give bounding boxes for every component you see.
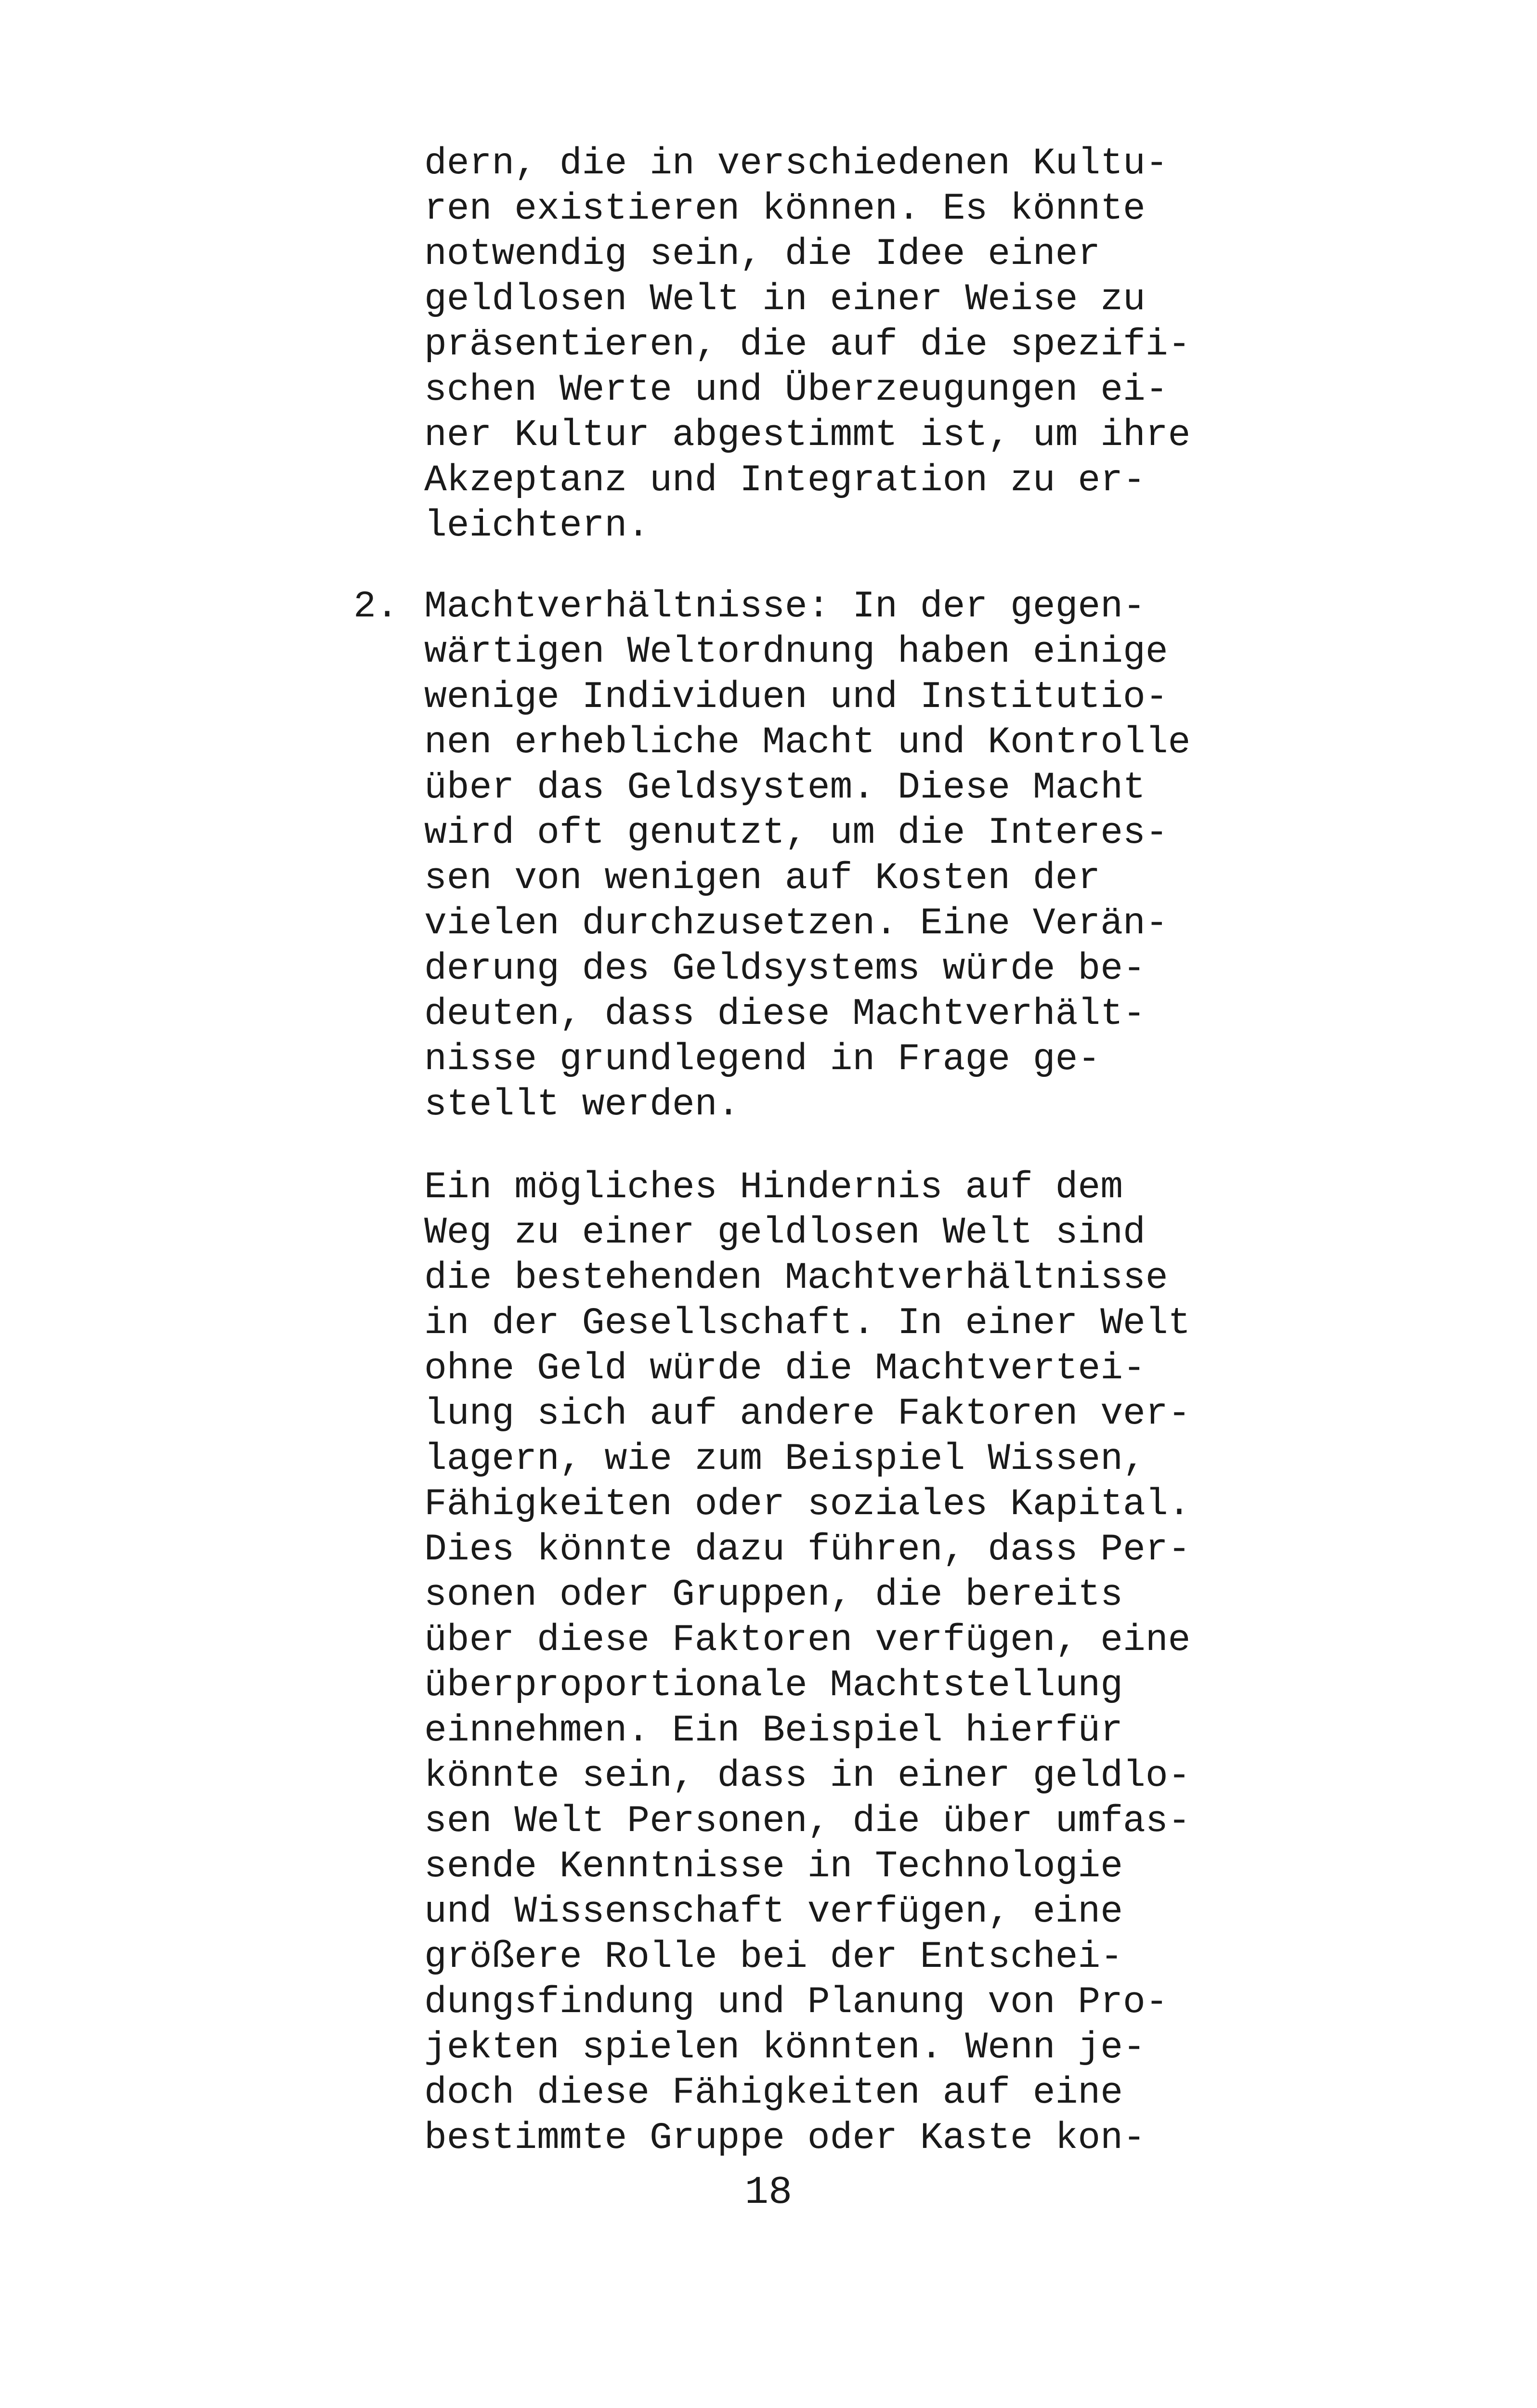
text-line: und Wissenschaft verfügen, eine	[424, 1891, 1123, 1933]
text-line: bestimmte Gruppe oder Kaste kon-	[424, 2117, 1146, 2159]
text-line: ren existieren können. Es könnte	[424, 188, 1146, 230]
text-line: ner Kultur abgestimmt ist, um ihre	[424, 414, 1191, 457]
text-line: Dies könnte dazu führen, dass Per-	[424, 1529, 1191, 1571]
paragraph-continuation	[424, 141, 1190, 549]
text-line: wird oft genutzt, um die Interes-	[424, 812, 1168, 854]
text-line: Fähigkeiten oder soziales Kapital.	[424, 1483, 1191, 1526]
text-line: lagern, wie zum Beispiel Wissen,	[424, 1438, 1146, 1480]
page-number: 18	[744, 2170, 793, 2215]
text-line: Ein mögliches Hindernis auf dem	[424, 1166, 1123, 1209]
text-line: vielen durchzusetzen. Eine Verän-	[424, 903, 1168, 945]
text-line: stellt werden.	[424, 1084, 740, 1126]
text-line: überproportionale Machtstellung	[424, 1664, 1123, 1707]
text-line: präsentieren, die auf die spezifi-	[424, 324, 1191, 366]
text-line: sen Welt Personen, die über umfas-	[424, 1800, 1191, 1843]
text-line: wärtigen Weltordnung haben einige	[424, 631, 1168, 673]
text-line: sende Kenntnisse in Technologie	[424, 1845, 1123, 1888]
text-line: dungsfindung und Planung von Pro-	[424, 1981, 1168, 2024]
text-line: doch diese Fähigkeiten auf eine	[424, 2072, 1123, 2114]
text-line: Weg zu einer geldlosen Welt sind	[424, 1212, 1146, 1254]
text-line: notwendig sein, die Idee einer	[424, 233, 1101, 275]
text-line: Machtverhältnisse: In der gegen-	[424, 586, 1146, 628]
text-line: deuten, dass diese Machtverhält-	[424, 993, 1146, 1035]
text-line: über diese Faktoren verfügen, eine	[424, 1619, 1191, 1662]
text-line: lung sich auf andere Faktoren ver-	[424, 1393, 1191, 1435]
text-line: ohne Geld würde die Machtvertei-	[424, 1348, 1146, 1390]
text-line: schen Werte und Überzeugungen ei-	[424, 369, 1168, 411]
text-line: sonen oder Gruppen, die bereits	[424, 1574, 1123, 1616]
text-line: Akzeptanz und Integration zu er-	[424, 459, 1146, 502]
text-line: wenige Individuen und Institutio-	[424, 676, 1168, 719]
text-line: in der Gesellschaft. In einer Welt	[424, 1302, 1191, 1345]
text-line: nen erhebliche Macht und Kontrolle	[424, 721, 1191, 764]
text-line: leichtern.	[424, 505, 650, 547]
text-line: könnte sein, dass in einer geldlo-	[424, 1755, 1191, 1797]
text-line: geldlosen Welt in einer Weise zu	[424, 278, 1146, 321]
paragraph-power	[424, 1165, 1190, 2161]
text-line: derung des Geldsystems würde be-	[424, 948, 1146, 990]
text-line: größere Rolle bei der Entschei-	[424, 1936, 1123, 1978]
text-line: jekten spielen könnten. Wenn je-	[424, 2027, 1146, 2069]
text-line: nisse grundlegend in Frage ge-	[424, 1038, 1101, 1081]
text-line: einnehmen. Ein Beispiel hierfür	[424, 1710, 1123, 1752]
text-line: die bestehenden Machtverhältnisse	[424, 1257, 1168, 1299]
list-item-number: 2.	[353, 586, 399, 628]
text-line: dern, die in verschiedenen Kultu-	[424, 143, 1168, 185]
text-line: sen von wenigen auf Kosten der	[424, 857, 1101, 900]
text-line: über das Geldsystem. Diese Macht	[424, 767, 1146, 809]
list-item-machtverhaeltnisse	[424, 584, 1190, 1127]
